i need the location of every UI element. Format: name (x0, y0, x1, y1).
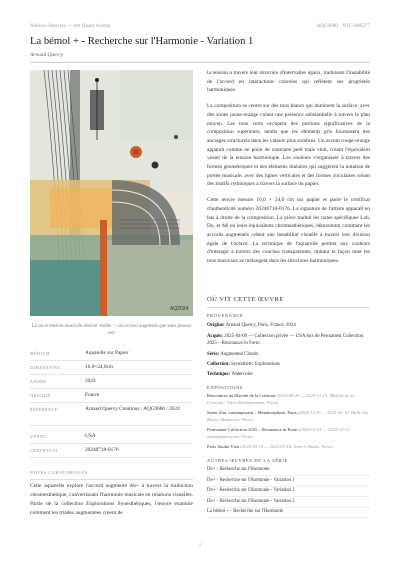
provenance-key: Technique: (207, 372, 231, 377)
provenance-value: Watercolor (231, 372, 253, 377)
artist-signature: AQ2024 (170, 306, 189, 312)
provenance-value: Synesthetic Explorations (231, 362, 280, 367)
provenance-row-collection (207, 361, 370, 368)
exhibition-item (207, 427, 370, 441)
description-paragraph: Cette œuvre mesure 16,0 × 24,0 cm sur papier et porte le certificat d'authenticité numéro 20240718-0176. La signature de l'artiste apparaît en bas à droite de la composition. La pièce traduit les notes spécifiques Lab, Do, et Mi en leurs équivalents chromesthétiques, démontrant comment les accords augmentés créent une instabilité visuelle à travers leur division égale de l'octave. La technique de l'aquarelle permet aux couleurs d'interagir à travers des couches transparentes, imitant la façon dont les tons musicaux se mélangent dans les structures harmoniques. (207, 197, 370, 265)
provenance-key: Collection: (207, 362, 230, 367)
section-divider (207, 307, 370, 308)
artist-name: Arnaud Quercy (30, 52, 64, 58)
exhibitions-heading: EXPOSITIONS (207, 385, 243, 390)
detail-row-certificate (30, 444, 193, 458)
provenance-row-technique (207, 371, 370, 378)
detail-row-origin (30, 389, 193, 403)
description-column (207, 69, 370, 273)
exhibition-item (207, 444, 370, 451)
exhibition-name: Permanent Collection 2025 – Resonance in Form (207, 427, 298, 432)
page-number: 2 (198, 542, 202, 547)
provenance-row-series (207, 351, 370, 358)
description-paragraph: la tension à travers leur structure d'intervalles égaux, traduisant l'instabilité de l'accord en interactions colorées qui reflètent ses propriétés harmoniques. (207, 70, 370, 94)
exhibition-meta: (2024-08-29 — 2024-12-13, Marché de la Création - Paris Montparnasse, Paris) (207, 393, 354, 405)
detail-value: 16,0×24,0cm (85, 363, 113, 370)
detail-label: ANNÉE (30, 379, 47, 384)
detail-row-year (30, 375, 193, 389)
description-paragraph: La composition se centre sur des tons blancs qui dominent la surface, avec des zones jaune-orange créant une présence substantielle à travers le plan moyen. Les tons verts occupent des portions significatives de la composition supérieure, tandis que les éléments gris fournissent des ancrages structurels dans les valeurs plus sombres. Un accent rouge-orange apparaît comme un point de contraste petit mais vital, créant l'équivalent visuel de la tension harmonique. Les couleurs s'organisent à travers des formes géométriques et des éléments linéaires qui suggèrent la notation de portée musicale, avec des lignes verticales et des formes circulaires créant des motifs rythmiques à travers la surface du papier. (207, 103, 370, 188)
provenance-key: Origine: (207, 323, 225, 328)
curatorial-notes-heading: NOTES CURATORIALES (30, 470, 88, 475)
exhibition-item (207, 410, 370, 424)
exhibition-item (207, 393, 370, 407)
series-heading: AUTRES ŒUVRES DE LA SÉRIE (207, 458, 288, 463)
detail-label: MÉDIUM (30, 351, 51, 356)
detail-value: Arnaud Quercy Creations / AQC0680 / 2024 (85, 405, 180, 412)
detail-row-medium (30, 347, 193, 361)
detail-value: USA (85, 432, 96, 439)
exhibition-meta: (2025-01-01 — 2025-12-31, arnaudquercy.art, Paris) (207, 427, 351, 439)
detail-value: France (85, 391, 100, 398)
exhibition-meta: (2025-03-18 — 2025-03-18, Arnie's Studio, Paris) (240, 444, 333, 449)
exhibition-name: Rencontres au Marché de la Création (207, 393, 276, 398)
provenance-heading: PROVENANCE (207, 313, 244, 318)
detail-row-dimensions (30, 361, 193, 375)
series-link[interactable]: La bémol + - Recherche sur l'Harmonie (207, 507, 370, 518)
curatorial-notes-text: Cette aquarelle explore l'accord augmenté Ab+ à travers la traduction chromesthétique, convertissant l'harmonie musicale en relations visuelles. Partie de la collection Explorations Synesthétiques, l'œuvre examine comment les triades augmentées créent de (30, 483, 193, 516)
detail-label: DIMENSIONS (30, 365, 61, 370)
artwork-title: La bémol + - Recherche sur l'Harmonie - Variation 1 (30, 36, 254, 47)
header-catalogue-name: Notices d'œuvres — Art Quant Azoma (30, 24, 111, 29)
detail-label: RÉFÉRENCE (30, 407, 58, 412)
detail-row-sold (30, 430, 193, 444)
artwork-caption: Là où la tension musicale devient visible — un accord augmenté que vous pouvez voir (31, 324, 192, 336)
series-link[interactable]: Do+ - Recherche sur l'Harmonie (207, 465, 370, 476)
running-header (30, 24, 370, 34)
provenance-row-origin (207, 322, 370, 329)
exhibition-name: Paris Studio Visit (207, 444, 240, 449)
detail-value: 20240718-0176 (85, 446, 119, 453)
exhibition-meta: (2024-12-16 — 2025-01-10, Halle des Blancs Manteaux, Paris) (207, 410, 369, 422)
exhibition-name: Salon d'art contemporain – Metamorphose, Paris (207, 410, 297, 415)
provenance-value: Augmented Chords (220, 352, 259, 357)
detail-value: 2024 (85, 377, 96, 384)
series-link[interactable]: Do+ - Recherche sur l'Harmonie - Variation 1 (207, 476, 370, 487)
header-reference: AQC0680 · NTC-006277 (316, 24, 370, 29)
series-link[interactable]: Do+ - Recherche sur l'Harmonie - Variation 3 (207, 497, 370, 508)
detail-label: ORIGINE (30, 393, 51, 398)
provenance-value: Arnaud Quercy, Paris, France, 2024 (225, 323, 296, 328)
where-it-lives-heading: OÙ VIT CETTE ŒUVRE (207, 296, 284, 303)
notes-divider (30, 479, 193, 480)
detail-label: CERTIFICAT (30, 448, 58, 453)
detail-value: Aquarelle sur Papier (85, 349, 129, 356)
provenance-value: 2025-04-09 — Collection privée — USA lors de Permanent Collection 2025 – Resonance in Form (207, 334, 364, 347)
provenance-row-acquired (207, 333, 370, 347)
detail-row-reference (30, 403, 193, 426)
series-link[interactable]: Do+ - Recherche sur l'Harmonie - Variation 2 (207, 486, 370, 497)
provenance-key: Acquis: (207, 334, 224, 339)
detail-label: VENDU (30, 434, 47, 439)
title-divider (30, 62, 370, 63)
provenance-key: Série: (207, 352, 220, 357)
artwork-image (30, 70, 193, 316)
